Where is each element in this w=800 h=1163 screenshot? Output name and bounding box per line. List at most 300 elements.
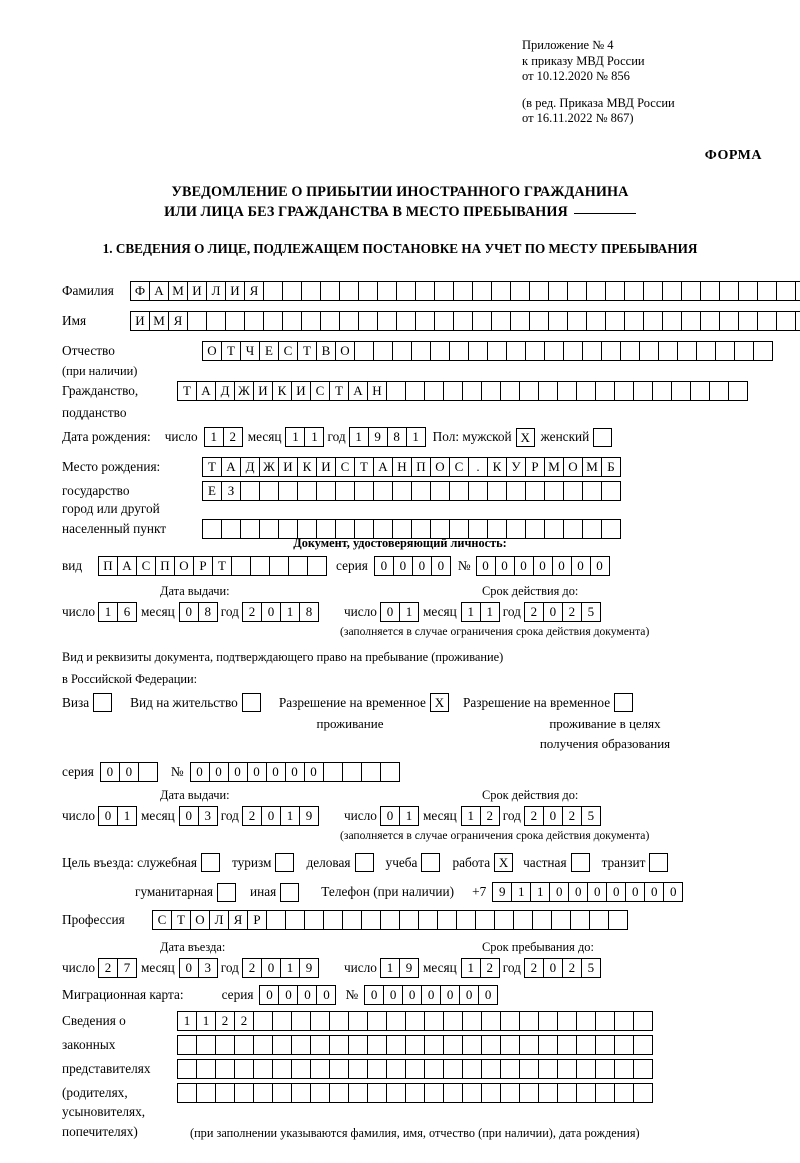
birth-year-input[interactable] (349, 427, 425, 447)
cell[interactable] (557, 1011, 577, 1031)
cell[interactable] (586, 311, 606, 331)
cell[interactable] (690, 381, 710, 401)
cell[interactable] (525, 341, 545, 361)
cell[interactable]: К (272, 381, 292, 401)
cell[interactable] (544, 341, 564, 361)
cell[interactable] (187, 311, 207, 331)
cell[interactable] (481, 1035, 501, 1055)
cell[interactable]: 1 (461, 958, 481, 978)
legal-rep-row-2[interactable] (177, 1035, 652, 1055)
cell[interactable] (231, 556, 251, 576)
cell[interactable] (614, 1059, 634, 1079)
cell[interactable] (734, 341, 754, 361)
cell[interactable] (576, 1059, 596, 1079)
cell[interactable] (380, 762, 400, 782)
cell[interactable] (576, 1011, 596, 1031)
cell[interactable]: Л (206, 281, 226, 301)
cell[interactable]: 0 (543, 958, 563, 978)
cell[interactable]: 0 (119, 762, 139, 782)
birth-month-input[interactable] (285, 427, 323, 447)
cell[interactable] (472, 311, 492, 331)
cell[interactable]: П (411, 457, 431, 477)
cell[interactable]: 0 (459, 985, 479, 1005)
cell[interactable] (297, 481, 317, 501)
cell[interactable] (601, 481, 621, 501)
cell[interactable] (424, 1011, 444, 1031)
purpose-work-checkbox[interactable]: Х (494, 853, 513, 872)
cell[interactable] (291, 1011, 311, 1031)
cell[interactable] (548, 281, 568, 301)
cell[interactable]: 1 (406, 427, 426, 447)
cell[interactable] (538, 1083, 558, 1103)
cell[interactable] (506, 481, 526, 501)
cell[interactable]: Д (215, 381, 235, 401)
visa-checkbox[interactable] (93, 693, 112, 712)
cell[interactable]: А (373, 457, 393, 477)
cell[interactable] (386, 381, 406, 401)
cell[interactable] (253, 1035, 273, 1055)
cell[interactable]: С (449, 457, 469, 477)
cell[interactable] (367, 1035, 387, 1055)
cell[interactable]: Т (354, 457, 374, 477)
sex-female-checkbox[interactable] (593, 428, 612, 447)
cell[interactable] (434, 281, 454, 301)
cell[interactable]: О (430, 457, 450, 477)
cell[interactable]: Р (247, 910, 267, 930)
cell[interactable] (323, 762, 343, 782)
cell[interactable]: 0 (606, 882, 626, 902)
cell[interactable] (263, 311, 283, 331)
cell[interactable]: А (348, 381, 368, 401)
cell[interactable] (614, 1011, 634, 1031)
cell[interactable]: О (174, 556, 194, 576)
cell[interactable] (605, 311, 625, 331)
cell[interactable] (138, 762, 158, 782)
cell[interactable] (595, 1011, 615, 1031)
cell[interactable]: С (335, 457, 355, 477)
cell[interactable] (582, 341, 602, 361)
cell[interactable] (291, 1059, 311, 1079)
cell[interactable] (307, 556, 327, 576)
cell[interactable]: 0 (552, 556, 572, 576)
cell[interactable]: 5 (581, 806, 601, 826)
cell[interactable]: 0 (380, 806, 400, 826)
cell[interactable]: 0 (543, 806, 563, 826)
cell[interactable]: 0 (402, 985, 422, 1005)
cell[interactable]: 0 (304, 762, 324, 782)
cell[interactable]: Е (202, 481, 222, 501)
cell[interactable] (462, 1059, 482, 1079)
cell[interactable]: 1 (98, 602, 118, 622)
cell[interactable]: С (310, 381, 330, 401)
cell[interactable] (715, 341, 735, 361)
cell[interactable] (500, 381, 520, 401)
cell[interactable] (320, 311, 340, 331)
cell[interactable] (776, 281, 796, 301)
migration-number-input[interactable] (364, 985, 497, 1005)
cell[interactable]: 8 (299, 602, 319, 622)
cell[interactable] (620, 341, 640, 361)
cell[interactable] (624, 311, 644, 331)
cell[interactable] (633, 1083, 653, 1103)
cell[interactable]: 2 (242, 806, 262, 826)
patronymic-input[interactable] (202, 341, 772, 361)
edu-residence-checkbox[interactable] (614, 693, 633, 712)
cell[interactable] (282, 311, 302, 331)
cell[interactable] (335, 481, 355, 501)
cell[interactable] (272, 1083, 292, 1103)
cell[interactable] (405, 1035, 425, 1055)
cell[interactable]: Т (221, 341, 241, 361)
doc-valid-month-input[interactable] (461, 602, 499, 622)
cell[interactable]: 0 (533, 556, 553, 576)
cell[interactable]: В (316, 341, 336, 361)
cell[interactable]: 0 (393, 556, 413, 576)
cell[interactable]: А (221, 457, 241, 477)
cell[interactable] (567, 281, 587, 301)
cell[interactable] (696, 341, 716, 361)
cell[interactable]: С (136, 556, 156, 576)
cell[interactable] (719, 281, 739, 301)
cell[interactable]: 0 (100, 762, 120, 782)
cell[interactable] (215, 1035, 235, 1055)
cell[interactable] (244, 311, 264, 331)
cell[interactable]: Т (329, 381, 349, 401)
cell[interactable] (519, 381, 539, 401)
cell[interactable] (380, 910, 400, 930)
cell[interactable]: 5 (581, 958, 601, 978)
cell[interactable] (481, 1083, 501, 1103)
cell[interactable]: 0 (316, 985, 336, 1005)
cell[interactable] (529, 281, 549, 301)
cell[interactable]: 2 (562, 806, 582, 826)
cell[interactable] (310, 1035, 330, 1055)
cell[interactable] (487, 481, 507, 501)
cell[interactable]: 0 (261, 806, 281, 826)
cell[interactable]: И (253, 381, 273, 401)
cell[interactable] (339, 311, 359, 331)
cell[interactable] (354, 341, 374, 361)
cell[interactable]: 0 (590, 556, 610, 576)
cell[interactable] (513, 910, 533, 930)
cell[interactable]: Т (171, 910, 191, 930)
cell[interactable] (728, 381, 748, 401)
cell[interactable] (700, 311, 720, 331)
cell[interactable] (500, 1083, 520, 1103)
cell[interactable] (443, 1035, 463, 1055)
cell[interactable] (234, 1035, 254, 1055)
cell[interactable]: 0 (383, 985, 403, 1005)
cell[interactable] (700, 281, 720, 301)
cell[interactable] (272, 1035, 292, 1055)
cell[interactable] (481, 1011, 501, 1031)
cell[interactable] (206, 311, 226, 331)
cell[interactable] (415, 281, 435, 301)
cell[interactable] (396, 281, 416, 301)
cell[interactable] (519, 1011, 539, 1031)
cell[interactable]: 1 (196, 1011, 216, 1031)
cell[interactable]: 1 (511, 882, 531, 902)
cell[interactable] (633, 1035, 653, 1055)
cell[interactable] (358, 281, 378, 301)
cell[interactable] (367, 1011, 387, 1031)
phone-input[interactable] (492, 882, 682, 902)
cell[interactable] (348, 1011, 368, 1031)
cell[interactable] (234, 1083, 254, 1103)
cell[interactable] (430, 481, 450, 501)
entry-year-input[interactable] (242, 958, 318, 978)
cell[interactable] (557, 1059, 577, 1079)
cell[interactable]: Д (240, 457, 260, 477)
cell[interactable]: Р (525, 457, 545, 477)
cell[interactable]: Ж (259, 457, 279, 477)
cell[interactable] (386, 1035, 406, 1055)
cell[interactable] (601, 341, 621, 361)
cell[interactable] (392, 481, 412, 501)
cell[interactable]: 8 (387, 427, 407, 447)
cell[interactable] (196, 1083, 216, 1103)
cell[interactable] (411, 341, 431, 361)
cell[interactable] (348, 1083, 368, 1103)
cell[interactable] (342, 910, 362, 930)
cell[interactable]: 1 (530, 882, 550, 902)
cell[interactable] (443, 1083, 463, 1103)
cell[interactable]: У (506, 457, 526, 477)
birth-day-input[interactable] (204, 427, 242, 447)
cell[interactable] (288, 556, 308, 576)
cell[interactable] (500, 1059, 520, 1079)
cell[interactable] (795, 311, 800, 331)
cell[interactable] (468, 341, 488, 361)
name-input[interactable] (130, 311, 800, 331)
cell[interactable] (415, 311, 435, 331)
cell[interactable] (662, 281, 682, 301)
cell[interactable]: 0 (259, 985, 279, 1005)
cell[interactable]: И (291, 381, 311, 401)
cell[interactable]: 0 (412, 556, 432, 576)
cell[interactable] (411, 481, 431, 501)
cell[interactable]: О (190, 910, 210, 930)
cell[interactable]: 6 (117, 602, 137, 622)
cell[interactable] (491, 311, 511, 331)
stay-year-input[interactable] (524, 958, 600, 978)
cell[interactable] (453, 311, 473, 331)
cell[interactable]: 2 (524, 958, 544, 978)
cell[interactable]: 0 (625, 882, 645, 902)
cell[interactable] (658, 341, 678, 361)
cell[interactable] (639, 341, 659, 361)
cell[interactable]: 1 (204, 427, 224, 447)
cell[interactable] (753, 341, 773, 361)
cell[interactable]: 0 (261, 958, 281, 978)
profession-input[interactable] (152, 910, 627, 930)
purpose-tourism-checkbox[interactable] (275, 853, 294, 872)
cell[interactable] (529, 311, 549, 331)
cell[interactable] (282, 281, 302, 301)
perm-issue-year-input[interactable] (242, 806, 318, 826)
cell[interactable]: 3 (198, 806, 218, 826)
cell[interactable]: 2 (242, 602, 262, 622)
perm-valid-month-input[interactable] (461, 806, 499, 826)
legal-rep-row-4[interactable] (177, 1083, 652, 1103)
cell[interactable]: Т (177, 381, 197, 401)
cell[interactable] (643, 281, 663, 301)
cell[interactable] (472, 281, 492, 301)
cell[interactable] (586, 281, 606, 301)
cell[interactable] (424, 1059, 444, 1079)
cell[interactable]: М (582, 457, 602, 477)
surname-input[interactable] (130, 281, 800, 301)
cell[interactable] (510, 311, 530, 331)
cell[interactable] (301, 311, 321, 331)
cell[interactable] (614, 1083, 634, 1103)
cell[interactable] (291, 1035, 311, 1055)
cell[interactable] (253, 1083, 273, 1103)
cell[interactable]: И (187, 281, 207, 301)
cell[interactable]: Я (244, 281, 264, 301)
cell[interactable] (339, 281, 359, 301)
cell[interactable] (662, 311, 682, 331)
cell[interactable] (576, 1083, 596, 1103)
cell[interactable] (285, 910, 305, 930)
cell[interactable] (424, 381, 444, 401)
citizenship-input[interactable] (177, 381, 747, 401)
cell[interactable] (709, 381, 729, 401)
cell[interactable] (738, 311, 758, 331)
cell[interactable]: 0 (364, 985, 384, 1005)
cell[interactable] (671, 381, 691, 401)
cell[interactable] (215, 1083, 235, 1103)
cell[interactable]: 0 (380, 602, 400, 622)
cell[interactable] (776, 311, 796, 331)
doc-valid-year-input[interactable] (524, 602, 600, 622)
cell[interactable] (624, 281, 644, 301)
cell[interactable]: 9 (399, 958, 419, 978)
cell[interactable]: 0 (478, 985, 498, 1005)
cell[interactable]: 0 (179, 958, 199, 978)
cell[interactable] (719, 311, 739, 331)
cell[interactable]: 1 (461, 602, 481, 622)
cell[interactable] (405, 1083, 425, 1103)
cell[interactable] (456, 910, 476, 930)
sex-male-checkbox[interactable]: Х (516, 428, 535, 447)
purpose-other-checkbox[interactable] (280, 883, 299, 902)
cell[interactable] (538, 381, 558, 401)
cell[interactable] (462, 1011, 482, 1031)
cell[interactable]: 0 (495, 556, 515, 576)
cell[interactable] (310, 1011, 330, 1031)
cell[interactable]: 0 (476, 556, 496, 576)
cell[interactable]: 2 (242, 958, 262, 978)
cell[interactable] (263, 281, 283, 301)
doc-issue-month-input[interactable] (179, 602, 217, 622)
cell[interactable] (563, 481, 583, 501)
cell[interactable] (500, 1011, 520, 1031)
cell[interactable]: Ч (240, 341, 260, 361)
cell[interactable]: С (278, 341, 298, 361)
cell[interactable] (354, 481, 374, 501)
cell[interactable] (304, 910, 324, 930)
cell[interactable] (491, 281, 511, 301)
cell[interactable]: И (225, 281, 245, 301)
cell[interactable]: М (168, 281, 188, 301)
cell[interactable]: О (202, 341, 222, 361)
cell[interactable]: О (563, 457, 583, 477)
residence-checkbox[interactable] (242, 693, 261, 712)
cell[interactable] (551, 910, 571, 930)
cell[interactable] (386, 1011, 406, 1031)
cell[interactable] (405, 1059, 425, 1079)
cell[interactable] (434, 311, 454, 331)
cell[interactable]: И (130, 311, 150, 331)
cell[interactable]: 2 (234, 1011, 254, 1031)
doc-kind-input[interactable] (98, 556, 326, 576)
cell[interactable]: 0 (543, 602, 563, 622)
cell[interactable] (449, 481, 469, 501)
cell[interactable]: Я (168, 311, 188, 331)
cell[interactable] (329, 1011, 349, 1031)
cell[interactable] (519, 1083, 539, 1103)
entry-day-input[interactable] (98, 958, 136, 978)
cell[interactable]: Я (228, 910, 248, 930)
cell[interactable] (196, 1035, 216, 1055)
entry-month-input[interactable] (179, 958, 217, 978)
cell[interactable]: 0 (261, 602, 281, 622)
cell[interactable] (316, 481, 336, 501)
cell[interactable] (633, 1011, 653, 1031)
purpose-service-checkbox[interactable] (201, 853, 220, 872)
cell[interactable]: 2 (215, 1011, 235, 1031)
cell[interactable] (481, 1059, 501, 1079)
cell[interactable] (453, 281, 473, 301)
birthplace-state-input[interactable] (202, 457, 620, 477)
cell[interactable]: 1 (280, 958, 300, 978)
cell[interactable] (348, 1059, 368, 1079)
cell[interactable]: 0 (549, 882, 569, 902)
cell[interactable]: 1 (177, 1011, 197, 1031)
doc-number-input[interactable] (476, 556, 609, 576)
cell[interactable] (373, 481, 393, 501)
cell[interactable]: 0 (247, 762, 267, 782)
cell[interactable] (595, 1083, 615, 1103)
cell[interactable] (386, 1059, 406, 1079)
cell[interactable]: 0 (514, 556, 534, 576)
doc-issue-year-input[interactable] (242, 602, 318, 622)
cell[interactable]: Т (202, 457, 222, 477)
legal-rep-row-1[interactable] (177, 1011, 652, 1031)
perm-series-input[interactable] (100, 762, 157, 782)
cell[interactable] (633, 381, 653, 401)
cell[interactable] (310, 1083, 330, 1103)
cell[interactable] (525, 481, 545, 501)
perm-valid-day-input[interactable] (380, 806, 418, 826)
cell[interactable]: 1 (285, 427, 305, 447)
cell[interactable] (196, 1059, 216, 1079)
cell[interactable] (225, 311, 245, 331)
cell[interactable] (643, 311, 663, 331)
cell[interactable] (320, 281, 340, 301)
migration-series-input[interactable] (259, 985, 335, 1005)
cell[interactable] (234, 1059, 254, 1079)
cell[interactable]: К (297, 457, 317, 477)
cell[interactable] (272, 1011, 292, 1031)
cell[interactable]: 0 (663, 882, 683, 902)
cell[interactable]: 8 (198, 602, 218, 622)
cell[interactable] (377, 311, 397, 331)
temp-residence-checkbox[interactable]: Х (430, 693, 449, 712)
cell[interactable] (681, 281, 701, 301)
cell[interactable] (323, 910, 343, 930)
